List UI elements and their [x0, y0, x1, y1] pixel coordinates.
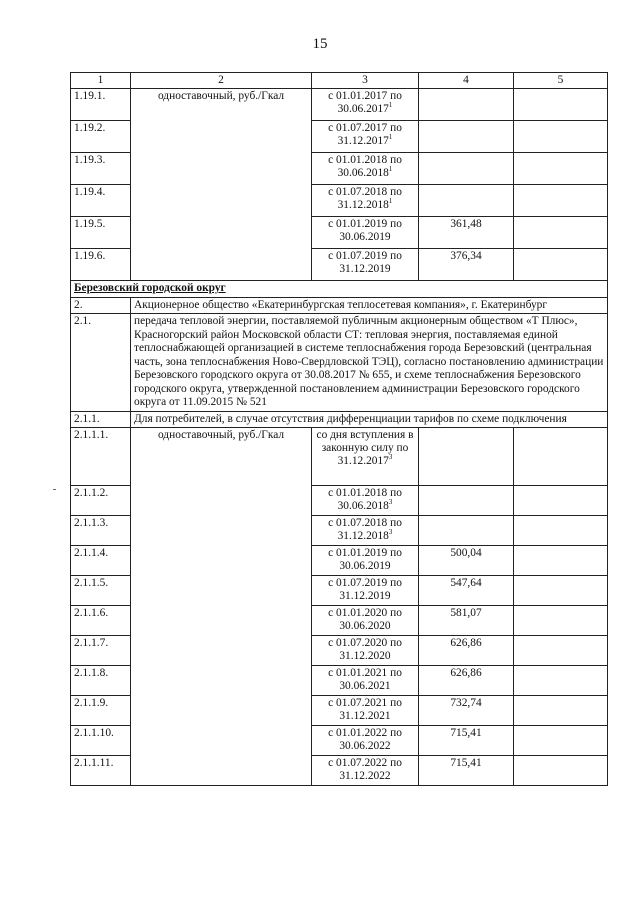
tariff-type: одноставочный, руб./Гкал [131, 428, 312, 786]
section-row [71, 281, 608, 298]
table-row [71, 297, 608, 314]
validity-period [312, 726, 419, 756]
page-number: 15 [312, 36, 328, 52]
empty-cell [514, 428, 608, 486]
tariff-value: 732,74 [419, 696, 514, 726]
column-header: 4 [419, 73, 514, 89]
empty-cell [514, 696, 608, 726]
row-number: 2.1.1.7. [71, 636, 131, 666]
footnote-mark: 1 [388, 133, 393, 142]
tariff-block-1-19 [71, 89, 608, 281]
column-header-row [71, 73, 608, 89]
validity-period [312, 185, 419, 217]
tariff-block-2-1-1 [71, 428, 608, 786]
validity-period [312, 696, 419, 726]
validity-period [312, 89, 419, 121]
tariff-value: 500,04 [419, 546, 514, 576]
column-header: 2 [131, 73, 312, 89]
row-number: 2.1.1.4. [71, 546, 131, 576]
row-number: 2.1.1.6. [71, 606, 131, 636]
period-text: с 01.01.2018 по 30.06.2018 [328, 154, 402, 179]
table-row [71, 314, 608, 412]
empty-cell [514, 153, 608, 185]
period-text: с 01.07.2019 по 31.12.2019 [328, 250, 402, 275]
period-text: с 01.07.2022 по 31.12.2022 [328, 757, 402, 782]
row-number: 2.1. [71, 314, 131, 412]
tariff-value: 547,64 [419, 576, 514, 606]
empty-cell [514, 666, 608, 696]
period-text: с 01.07.2018 по 31.12.2018 [328, 186, 402, 211]
tariff-value: 361,48 [419, 217, 514, 249]
table-row [71, 411, 608, 428]
empty-cell [514, 546, 608, 576]
row-number: 1.19.3. [71, 153, 131, 185]
validity-period [312, 249, 419, 281]
row-number: 2.1.1.8. [71, 666, 131, 696]
period-text: с 01.01.2018 по 30.06.2018 [328, 487, 402, 512]
empty-cell [514, 516, 608, 546]
row-number: 1.19.6. [71, 249, 131, 281]
footnote-mark: 3 [388, 453, 393, 462]
section-title: Березовский городской округ [71, 281, 608, 298]
empty-cell [514, 486, 608, 516]
row-number: 2.1.1.3. [71, 516, 131, 546]
row-number: 1.19.2. [71, 121, 131, 153]
validity-period [312, 217, 419, 249]
validity-period [312, 153, 419, 185]
validity-period [312, 121, 419, 153]
validity-period [312, 516, 419, 546]
tariff-type: одноставочный, руб./Гкал [131, 89, 312, 281]
period-text: с 01.01.2020 по 30.06.2020 [328, 607, 402, 632]
tariff-value: 626,86 [419, 636, 514, 666]
row-number: 2.1.1. [71, 411, 131, 428]
validity-period [312, 486, 419, 516]
validity-period [312, 666, 419, 696]
period-text: с 01.01.2022 по 30.06.2022 [328, 727, 402, 752]
empty-cell [514, 636, 608, 666]
period-text: с 01.01.2019 по 30.06.2019 [328, 218, 402, 243]
row-number: 2.1.1.10. [71, 726, 131, 756]
empty-cell [514, 726, 608, 756]
validity-period [312, 636, 419, 666]
tariff-value: 626,86 [419, 666, 514, 696]
validity-period [312, 546, 419, 576]
row-number: 2.1.1.5. [71, 576, 131, 606]
row-number: 2.1.1.11. [71, 756, 131, 786]
service-description: передача тепловой энергии, поставляемой публичным акционерным обществом «Т Плюс», Красногорский район Московской области СТ: тепловая энергия, поставляемая единой теплоснабжающей организацией в системе теплоснабжения города Березовский (центральная часть, зона теплоснабжения Ново-Свердловской ТЭЦ), согласно постановлению администрации Березовского городского округа от 30.08.2017 № 655, и схеме теплоснабжения Березовского городского округа, утвержденной постановлением администрации Березовского городского округа от 11.09.2015 № 521 [131, 314, 608, 412]
period-text: с 01.07.2018 по 31.12.2018 [328, 517, 402, 542]
validity-period [312, 756, 419, 786]
row-number: 2.1.1.2. [71, 486, 131, 516]
table-row [71, 89, 608, 121]
period-text: с 01.07.2019 по 31.12.2019 [328, 577, 402, 602]
row-number: 1.19.5. [71, 217, 131, 249]
period-text: с 01.01.2019 по 30.06.2019 [328, 547, 402, 572]
tariff-value [419, 486, 514, 516]
empty-cell [514, 217, 608, 249]
empty-cell [514, 89, 608, 121]
empty-cell [514, 606, 608, 636]
validity-period [312, 606, 419, 636]
empty-cell [514, 121, 608, 153]
column-header: 1 [71, 73, 131, 89]
period-text: с 01.01.2021 по 30.06.2021 [328, 667, 402, 692]
period-text: с 01.07.2017 по 31.12.2017 [328, 122, 402, 147]
consumer-category: Для потребителей, в случае отсутствия дифференциации тарифов по схеме подключения [131, 411, 608, 428]
footnote-mark: 3 [388, 528, 393, 537]
footnote-mark: 1 [388, 165, 393, 174]
empty-cell [514, 756, 608, 786]
footnote-mark: 1 [388, 197, 393, 206]
tariff-value [419, 89, 514, 121]
period-text: с 01.07.2020 по 31.12.2020 [328, 637, 402, 662]
table-row [71, 428, 608, 486]
tariff-value [419, 121, 514, 153]
period-text: со дня вступления в законную силу по 31.12.2017 [316, 429, 414, 467]
validity-period [312, 428, 419, 486]
tariff-value [419, 428, 514, 486]
row-number: 2.1.1.1. [71, 428, 131, 486]
tariff-value [419, 185, 514, 217]
empty-cell [514, 576, 608, 606]
period-text: с 01.01.2017 по 30.06.2017 [328, 90, 402, 115]
tariff-value: 376,34 [419, 249, 514, 281]
row-number: 2.1.1.9. [71, 696, 131, 726]
column-header: 3 [312, 73, 419, 89]
row-number: 1.19.4. [71, 185, 131, 217]
empty-cell [514, 185, 608, 217]
column-header: 5 [514, 73, 608, 89]
footnote-mark: 3 [388, 498, 393, 507]
tariff-value: 715,41 [419, 726, 514, 756]
empty-cell [514, 249, 608, 281]
tariff-value [419, 516, 514, 546]
footnote-mark: 1 [388, 101, 393, 110]
tariff-value [419, 153, 514, 185]
period-text: с 01.07.2021 по 31.12.2021 [328, 697, 402, 722]
validity-period [312, 576, 419, 606]
row-number: 1.19.1. [71, 89, 131, 121]
scan-mark [53, 489, 56, 490]
tariff-value: 715,41 [419, 756, 514, 786]
organization-name: Акционерное общество «Екатеринбургская теплосетевая компания», г. Екатеринбург [131, 297, 608, 314]
tariff-table [70, 72, 608, 786]
row-number: 2. [71, 297, 131, 314]
tariff-value: 581,07 [419, 606, 514, 636]
